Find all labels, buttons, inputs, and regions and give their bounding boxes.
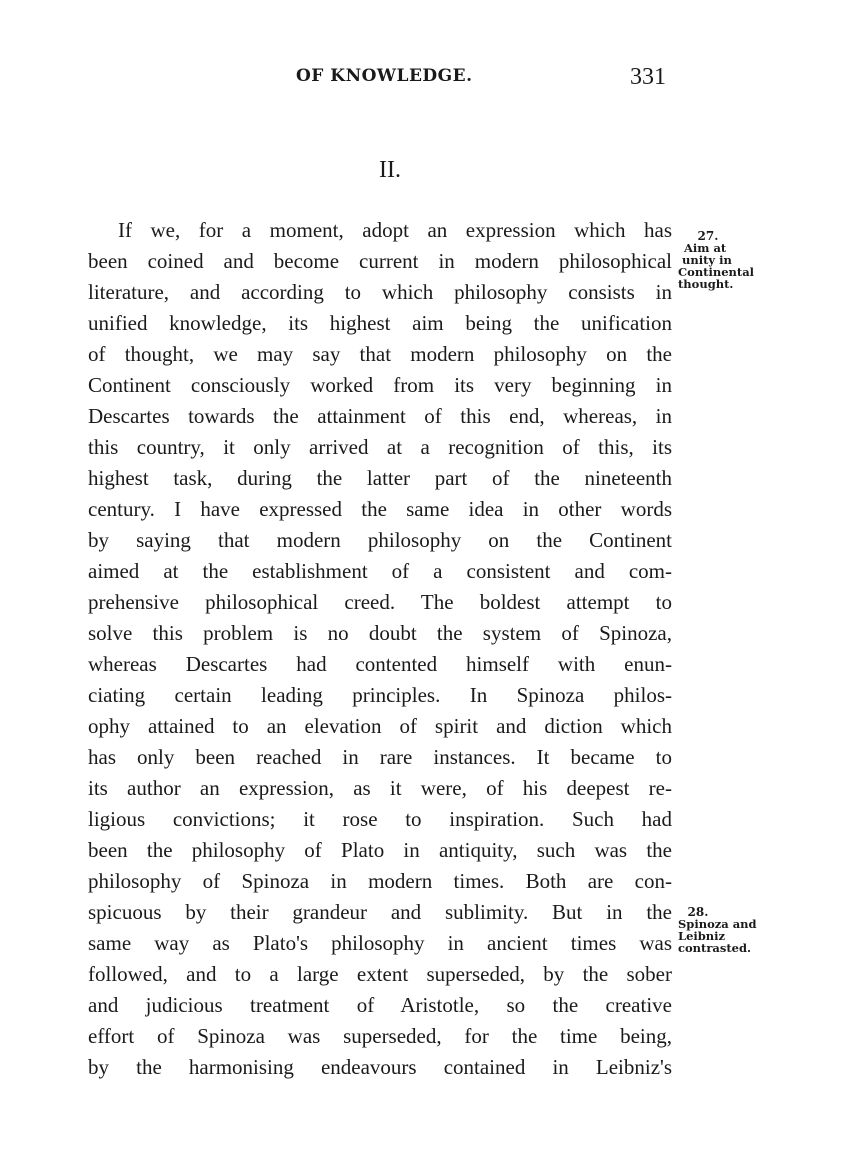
text-line: this country, it only arrived at a recognition of this, its xyxy=(88,435,672,459)
margin-note-line: contrasted. xyxy=(678,941,752,955)
margin-note-28 xyxy=(678,906,757,954)
text-line: prehensive philosophical creed. The boldest attempt to xyxy=(88,590,672,614)
margin-note-line: Continental xyxy=(678,265,755,279)
margin-note-number: 27. xyxy=(697,229,719,243)
text-line: of thought, we may say that modern philosophy on the xyxy=(88,342,672,366)
text-line: century. I have expressed the same idea in other words xyxy=(88,497,672,521)
margin-note-line: thought. xyxy=(678,277,734,291)
section-number: II. xyxy=(379,157,401,183)
text-line: highest task, during the latter part of the nineteenth xyxy=(88,466,672,490)
text-line: and judicious treatment of Aristotle, so the creative xyxy=(88,993,672,1017)
text-line: literature, and according to which philosophy consists in xyxy=(88,280,672,304)
text-line: ophy attained to an elevation of spirit and diction which xyxy=(88,714,672,738)
text-line: ligious convictions; it rose to inspiration. Such had xyxy=(88,807,672,831)
text-line: been the philosophy of Plato in antiquity, such was the xyxy=(88,838,672,862)
text-line: philosophy of Spinoza in modern times. Both are con- xyxy=(88,869,672,893)
text-line: has only been reached in rare instances. It became to xyxy=(88,745,672,769)
text-line: same way as Plato's philosophy in ancient times was xyxy=(88,931,672,955)
margin-note-line: Leibniz xyxy=(678,929,726,943)
margin-note-number: 28. xyxy=(687,905,709,919)
text-line: spicuous by their grandeur and sublimity. But in the xyxy=(88,900,672,924)
text-line: whereas Descartes had contented himself with enun- xyxy=(88,652,672,676)
body-paragraph xyxy=(88,215,672,1083)
text-line: its author an expression, as it were, of his deepest re- xyxy=(88,776,672,800)
margin-note-line: Aim at xyxy=(684,241,727,255)
text-line: unified knowledge, its highest aim being the unification xyxy=(88,311,672,335)
margin-note-line: unity in xyxy=(682,253,732,267)
page-number: 331 xyxy=(630,64,666,90)
text-line: by saying that modern philosophy on the Continent xyxy=(88,528,672,552)
margin-note-27 xyxy=(678,230,754,290)
margin-note-line: Spinoza and xyxy=(678,917,757,931)
text-line: solve this problem is no doubt the system of Spinoza, xyxy=(88,621,672,645)
text-line: If we, for a moment, adopt an expression which has xyxy=(118,218,672,242)
text-line: Continent consciously worked from its very beginning in xyxy=(88,373,672,397)
text-line: by the harmonising endeavours contained in Leibniz's xyxy=(88,1055,672,1079)
text-line: effort of Spinoza was superseded, for the time being, xyxy=(88,1024,672,1048)
text-line: aimed at the establishment of a consistent and com- xyxy=(88,559,672,583)
text-line: been coined and become current in modern philosophical xyxy=(88,249,672,273)
text-line: ciating certain leading principles. In Spinoza philos- xyxy=(88,683,672,707)
text-line: followed, and to a large extent superseded, by the sober xyxy=(88,962,672,986)
running-title: OF KNOWLEDGE. xyxy=(296,66,473,86)
text-line: Descartes towards the attainment of this end, whereas, in xyxy=(88,404,672,428)
